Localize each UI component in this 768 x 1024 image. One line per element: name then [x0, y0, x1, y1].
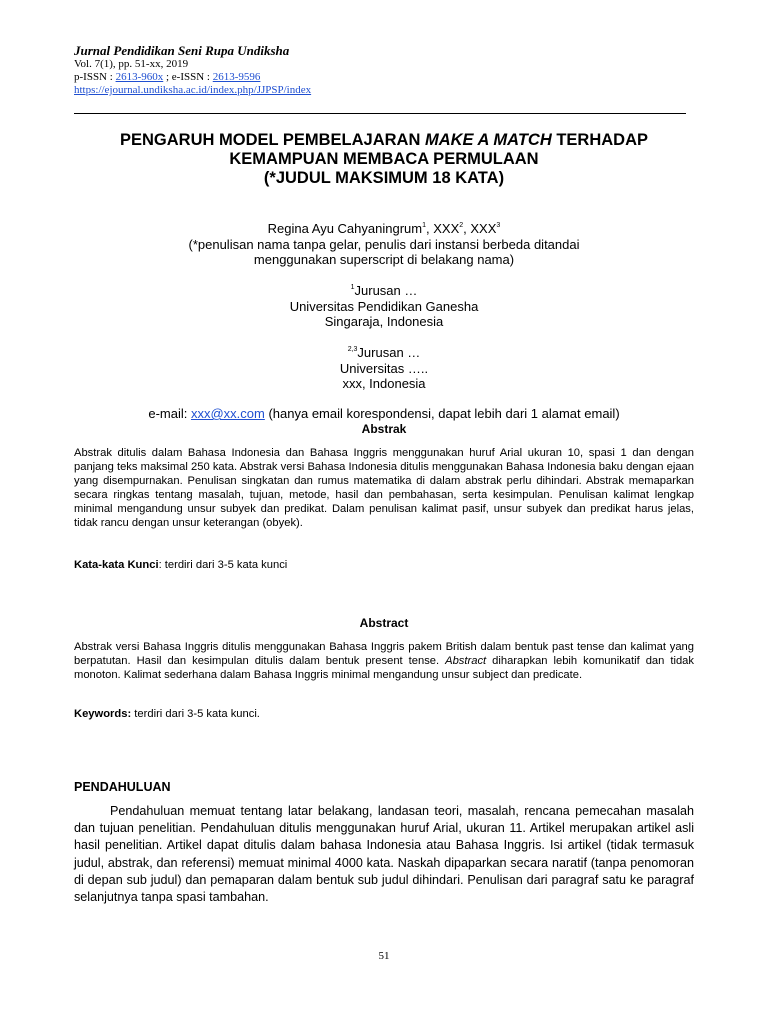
affil-2-sup: 2,3	[347, 345, 358, 353]
abstract-keywords	[74, 707, 694, 721]
author-1: Regina Ayu Cahyaningrum	[267, 221, 423, 236]
affil-1-city: Singaraja, Indonesia	[324, 314, 444, 329]
abstrak-keywords-label: Kata-kata Kunci	[74, 559, 159, 571]
email-note: (hanya email korespondensi, dapat lebih dari 1 alamat email)	[264, 406, 620, 421]
abstract-italic: Abstract	[445, 654, 487, 667]
header-divider	[74, 113, 686, 114]
abstrak-keywords-text: : terdiri dari 3-5 kata kunci	[158, 559, 288, 571]
author-note-2: menggunakan superscript di belakang nama)	[253, 252, 515, 267]
journal-volume: Vol. 7(1), pp. 51-xx, 2019	[74, 58, 189, 70]
email-label: e-mail:	[148, 406, 191, 421]
eissn-link[interactable]: 2613-9596	[212, 71, 261, 83]
author-2-sup: 2	[459, 221, 464, 229]
author-1-sup: 1	[422, 221, 426, 229]
email-link[interactable]: xxx@xx.com	[190, 406, 265, 421]
author-3: , XXX	[463, 221, 497, 236]
affiliation-2	[74, 345, 694, 392]
author-names	[74, 221, 694, 237]
affil-2-city: xxx, Indonesia	[342, 376, 426, 391]
title-part-2: TERHADAP	[551, 131, 649, 149]
journal-url-line	[74, 84, 694, 97]
affil-1-univ: Universitas Pendidikan Ganesha	[289, 298, 479, 314]
issn-line	[74, 71, 694, 84]
abstrak-text: Abstrak ditulis dalam Bahasa Indonesia dan Bahasa Inggris menggunakan huruf Arial ukuran 10, spasi 1 dan dengan panjang teks maksimal 250 kata. Abstrak versi Bahasa Indonesia ditulis menggunakan Bahasa Indonesia baku dengan ejaan yang disempurnakan. Penulisan singkatan dan rumus matematika di dalam abstrak perlu dihindari. Abstrak memaparkan secara ringkas tentang masalah, tujuan, metode, hasil dan pembahasan, serta kesimpulan. Penulisan kalimat lengkap minimal mengandung unsur subyek dan predikat. Dalam penulisan kalimat pasif, unsur subyek dan predikat harus jelas, tidak rancu dengan unsur keterangan (obyek).	[74, 447, 694, 529]
title-italic: MAKE A MATCH	[424, 131, 552, 149]
affil-2-dept	[74, 345, 694, 361]
author-3-sup: 3	[496, 221, 501, 229]
intro-paragraph: Pendahuluan memuat tentang latar belakang, landasan teori, masalah, rencana pemecahan masalah dan tujuan penelitian. Pendahuluan ditulis menggunakan huruf Arial, ukuran 11. Artikel merupakan artikel asli hasil penelitian. Artikel dapat ditulis dalam bahasa Indonesia atau Bahasa Inggris. Isi artikel (tidak termasuk judul, abstrak, dan referensi) memuat minimal 4000 kata. Naskah dipaparkan secara naratif (tanpa penomoran di depan sub judul) dan pemaparan dalam bentuk sub judul dihindari. Penulisan dari paragraf satu ke paragraf selanjutnya tanpa spasi tambahan.	[74, 804, 694, 905]
affil-2-univ: Universitas …..	[339, 360, 429, 376]
journal-url-link[interactable]: https://ejournal.undiksha.ac.id/index.php/JJPSP/index	[74, 84, 312, 96]
author-2: , XXX	[426, 221, 460, 236]
title-part-1: PENGARUH MODEL PEMBELAJARAN	[119, 131, 425, 149]
affil-2-dept-text: Jurusan …	[357, 345, 421, 360]
pissn-label: p-ISSN :	[74, 71, 116, 83]
title-line-2: KEMAMPUAN MEMBACA PERMULAAN	[229, 150, 539, 168]
article-title	[74, 131, 694, 188]
title-line-3: (*JUDUL MAKSIMUM 18 KATA)	[263, 169, 505, 187]
issn-separator: ; e-ISSN :	[163, 71, 213, 83]
abstract-text-2: diharapkan lebih komunikatif dan tidak monoton. Kalimat sederhana dalam Bahasa Inggris minimal mengandung unsur subject dan predicate.	[74, 654, 694, 681]
abstract-keywords-text: terdiri dari 3-5 kata kunci.	[131, 708, 260, 720]
authors-block	[74, 221, 694, 268]
journal-name: Jurnal Pendidikan Seni Rupa Undiksha	[74, 43, 290, 58]
affiliation-1	[74, 283, 694, 330]
affil-1-dept-text: Jurusan …	[354, 283, 418, 298]
section-heading-pendahuluan: PENDAHULUAN	[74, 780, 171, 794]
page-number: 51	[378, 950, 390, 962]
pissn-link[interactable]: 2613-960x	[115, 71, 164, 83]
abstract-heading: Abstract	[359, 616, 409, 630]
abstrak-heading: Abstrak	[361, 422, 407, 436]
journal-header	[74, 43, 694, 97]
title-line-1	[74, 131, 694, 150]
abstract-text-1: Abstrak versi Bahasa Inggris ditulis menggunakan Bahasa Inggris pakem British dalam bentuk past tense dan kalimat yang berpatutan. Hasil dan kesimpulan ditulis dalam bentuk present tense.	[74, 641, 694, 667]
author-note-1: (*penulisan nama tanpa gelar, penulis dari instansi berbeda ditandai	[188, 236, 580, 252]
abstract-text	[74, 641, 694, 683]
abstract-keywords-label: Keywords:	[74, 708, 132, 720]
affil-1-dept	[74, 283, 694, 299]
email-line	[74, 406, 694, 422]
abstrak-keywords	[74, 558, 694, 572]
affil-1-sup: 1	[350, 283, 355, 291]
